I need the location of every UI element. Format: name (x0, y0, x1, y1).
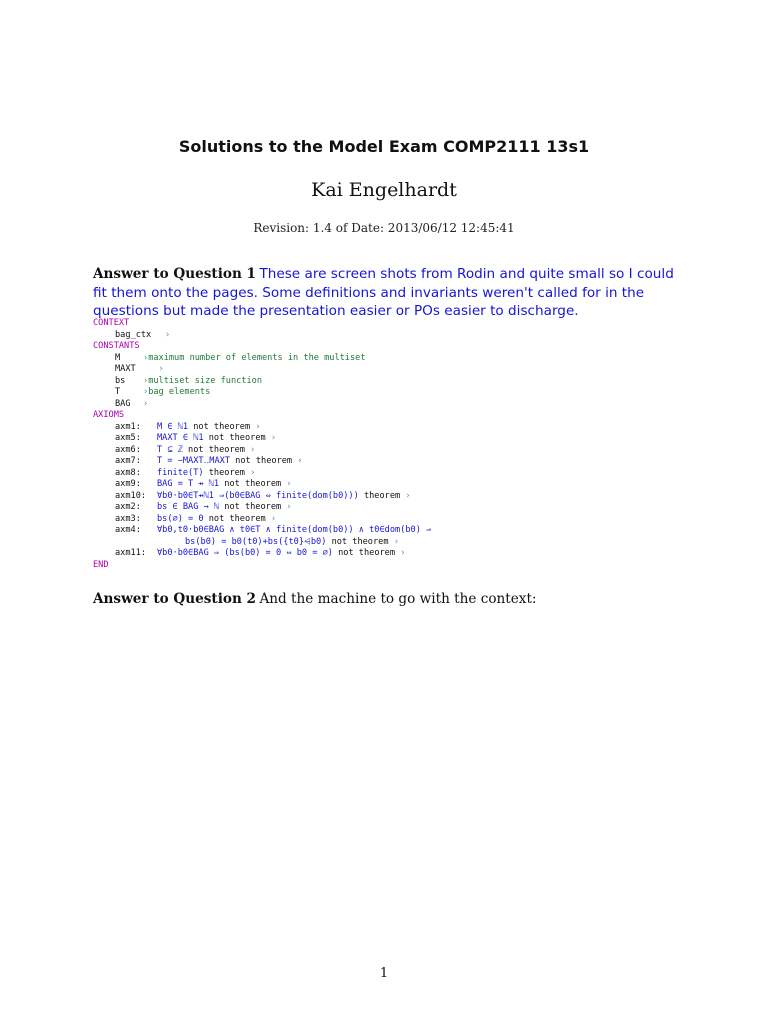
context-arrow: › (165, 329, 171, 340)
document-title: Solutions to the Model Exam COMP2111 13s1 (178, 137, 590, 156)
rodin-context-listing (93, 318, 693, 571)
context-name-row (93, 330, 693, 342)
constant-row: bs ›multiset size function (115, 375, 263, 386)
axiom-row: axm7: T = −MAXT‥MAXT not theorem › (115, 456, 303, 466)
keyword-end: END (93, 559, 109, 570)
axiom-row: axm6: T ⊆ ℤ not theorem › (115, 444, 256, 455)
axiom-row: axm2: bs ∈ BAG → ℕ not theorem › (115, 502, 292, 512)
answer-2-heading: Answer to Question 2 (93, 591, 257, 607)
page-number: 1 (379, 966, 389, 981)
axiom-row: axm9: BAG = T ⇸ ℕ1 not theorem › (115, 479, 292, 489)
answer-1-paragraph (93, 265, 683, 321)
constant-row: BAG › (115, 398, 149, 409)
axiom-row: axm3: bs(∅) = 0 not theorem › (115, 513, 277, 524)
constant-row: MAXT › (115, 364, 164, 374)
author-name: Kai Engelhardt (311, 179, 457, 201)
keyword-context: CONTEXT (93, 318, 130, 328)
axiom-row: axm1: M ∈ ℕ1 not theorem › (115, 421, 261, 432)
constant-row: T ›bag elements (115, 387, 211, 397)
answer-2-text: And the machine to go with the context: (259, 591, 537, 607)
answer-1-text: These are screen shots from Rodin and quite small so I could fit them onto the pages. Some definitions and invariants weren't called for in the questions but made the presentation easier or POs easier to discharge. (93, 266, 674, 319)
revision-line: Revision: 1.4 of Date: 2013/06/12 12:45:41 (253, 221, 515, 235)
axiom-row-continuation: bs(b0) = b0(t0)+bs({t0}⩤b0) not theorem › (185, 536, 399, 547)
axiom-row: axm4: ∀b0,t0·b0∈BAG ∧ t0∈T ∧ finite(dom(b0)) ∧ t0∈dom(b0) ⇒ (115, 525, 432, 535)
constant-row: M ›maximum number of elements in the multiset (115, 352, 366, 363)
axiom-row: axm11: ∀b0·b0∈BAG ⇒ (bs(b0) = 0 ⇔ b0 = ∅) not theorem › (115, 548, 406, 558)
keyword-constants: CONSTANTS (93, 341, 140, 351)
answer-1-heading: Answer to Question 1 (93, 266, 257, 282)
context-name: bag_ctx (115, 329, 152, 340)
axiom-row: axm8: finite(T) theorem › (115, 467, 256, 478)
axiom-row: axm10: ∀b0·b0∈T⇸ℕ1 ⇒(b0∈BAG ⇔ finite(dom(b0))) theorem › (115, 490, 411, 501)
axiom-row: axm5: MAXT ∈ ℕ1 not theorem › (115, 433, 277, 443)
answer-2-paragraph (93, 590, 683, 609)
keyword-axioms: AXIOMS (93, 410, 125, 420)
